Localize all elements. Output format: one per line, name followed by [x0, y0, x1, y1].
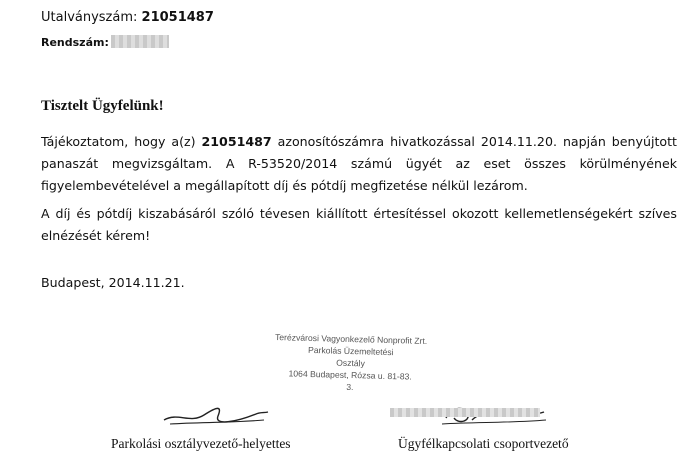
plate-redaction	[111, 35, 169, 48]
voucher-number	[41, 10, 214, 25]
left-signer-title: Parkolási osztályvezető-helyettes	[111, 436, 291, 451]
stamp-line-1: Terézvárosi Vagyonkezelő Nonprofit Zrt.	[274, 332, 428, 346]
plate-number	[41, 35, 169, 49]
stamp-line-5: 3.	[346, 381, 354, 393]
plate-label: Rendszám:	[41, 36, 109, 49]
voucher-value: 21051487	[141, 10, 214, 25]
stamp-line-3: Osztály	[336, 357, 365, 369]
para1-case-number: R-53520/2014	[248, 156, 338, 171]
para1-text-a: Tájékoztatom, hogy a(z)	[41, 134, 202, 149]
left-signature	[160, 398, 270, 428]
stamp-line-4: 1064 Budapest, Rózsa u. 81-83.	[288, 368, 412, 382]
para1-text-b: azonosítószámra hivatkozással 2014.11.20. napján benyújtott panaszát megvizsgáltam. A	[41, 134, 677, 171]
office-stamp	[247, 330, 454, 395]
letter-date: Budapest, 2014.11.21.	[41, 275, 185, 290]
voucher-label: Utalványszám:	[41, 10, 138, 25]
para1-reference-id: 21051487	[201, 134, 272, 149]
stamp-line-2: Parkolás Üzemeltetési	[307, 344, 394, 358]
letter-greeting: Tisztelt Ügyfelünk!	[41, 98, 164, 114]
signature-redaction	[390, 408, 540, 417]
para1-text-c: számú ügyét az eset összes körülményének figyelembevételével a megállapított díj és pótdíj megfizetése nélkül lezárom.	[41, 156, 677, 193]
letter-paragraph-1	[41, 131, 677, 197]
right-signer-title: Ügyfélkapcsolati csoportvezető	[398, 436, 569, 451]
letter-paragraph-2: A díj és pótdíj kiszabásáról szóló tévesen kiállított értesítéssel okozott kellemetlenségekért szíves elnézését kérem!	[41, 206, 677, 243]
